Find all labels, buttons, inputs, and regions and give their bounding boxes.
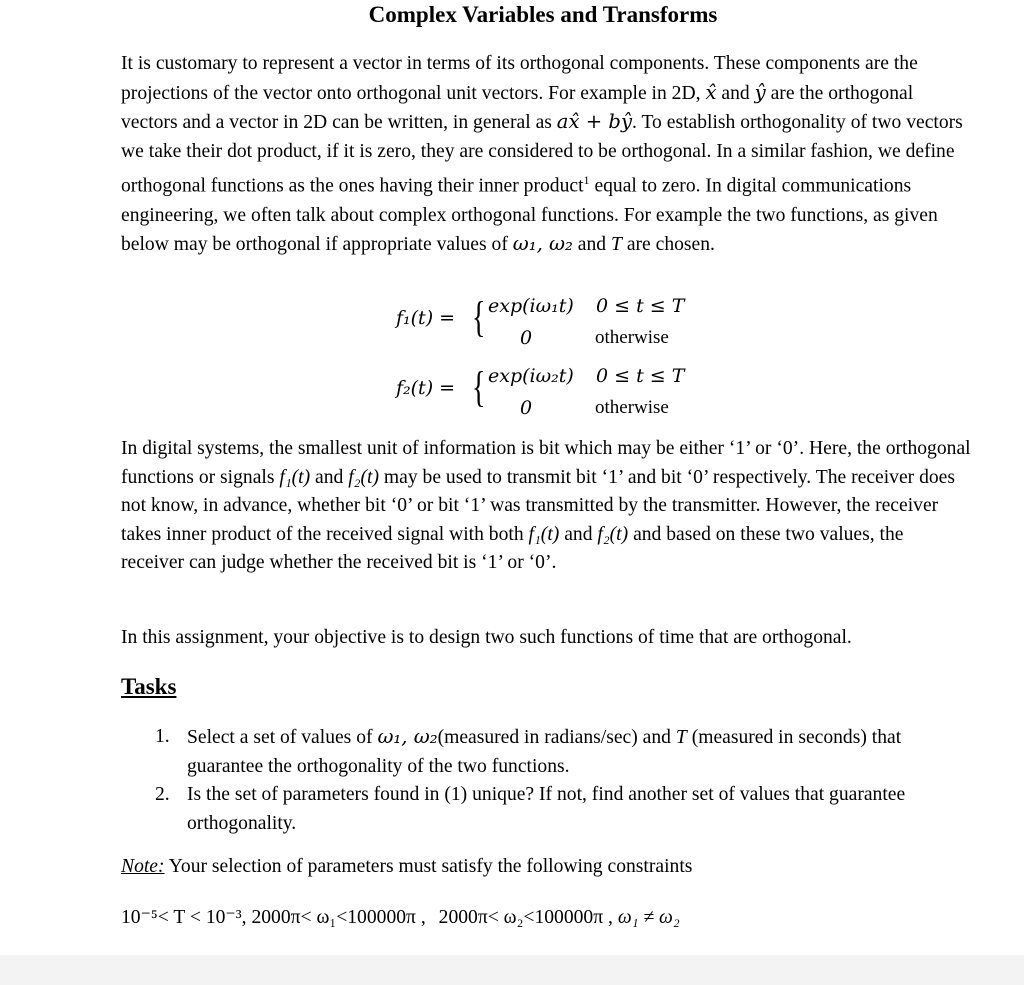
equation-f1-lhs: f₁(t) = bbox=[396, 307, 456, 329]
digital-text-3: and based on these two values, the receiver can judge whether the received bit is ‘1’ or ‘0’. bbox=[121, 523, 904, 574]
constraint-omega-neq: ω₁ ≠ ω₂ bbox=[617, 907, 680, 928]
intro-text-6: are chosen. bbox=[626, 234, 715, 256]
task-1-text-a: Select a set of values of bbox=[187, 727, 373, 748]
intro-and: and bbox=[721, 82, 750, 104]
equation-f1-brace: { bbox=[472, 293, 486, 342]
signal-f1: f₁(t) bbox=[279, 466, 311, 488]
task-number-1: 1. bbox=[155, 726, 170, 747]
equation-f1-bottom-expr: 0 bbox=[520, 327, 533, 349]
omega-params: ω₁, ω₂ bbox=[512, 232, 573, 256]
task-item-2 bbox=[155, 781, 955, 839]
note-label: Note: bbox=[121, 856, 165, 877]
digital-text-2: may be used to transmit bit ‘1’ and bit ‘0’ respectively. The receiver does not know, in advance, whether bit ‘0’ or bit ‘1’ was transmitted by the transmitter. However, the receiver takes inner product of the received signal with both bbox=[121, 466, 955, 545]
task-item-1 bbox=[155, 723, 955, 781]
equation-f2-lhs: f₂(t) = bbox=[396, 377, 456, 399]
signal-f2-repeat: f₂(t) bbox=[597, 523, 629, 545]
equation-f1-top-expr: exp(iω₁t) bbox=[488, 295, 574, 317]
constraint-t-range: 10⁻⁵< T < 10⁻³, bbox=[121, 907, 247, 928]
intro-text-1: It is customary to represent a vector in terms of its orthogonal components. These components are the projections of the vector onto orthogonal unit vectors. For example in 2D, bbox=[121, 53, 918, 104]
vector-expression: ax̂ + bŷ bbox=[556, 110, 633, 134]
task-1-period-symbol: T bbox=[675, 727, 687, 748]
constraint-w2-range: 2000π< ω₂<100000π , bbox=[438, 907, 613, 928]
signal-f1-repeat: f₁(t) bbox=[528, 523, 560, 545]
intro-text-4: equal to zero. In digital communications engineering, we often talk about complex orthogonal functions. For example the two functions, as given below may be orthogonal if appropriate values of bbox=[121, 175, 938, 256]
constraints-line bbox=[121, 905, 680, 929]
equation-f2-bottom-cond: otherwise bbox=[595, 397, 669, 418]
equation-f2-top-cond: 0 ≤ t ≤ T bbox=[596, 365, 685, 387]
task-number-2: 2. bbox=[155, 784, 170, 805]
equation-f2-bottom-expr: 0 bbox=[520, 397, 533, 419]
intro-paragraph bbox=[121, 50, 971, 260]
equation-f2-top-expr: exp(iω₂t) bbox=[488, 365, 574, 387]
objective-paragraph: In this assignment, your objective is to design two such functions of time that are orthogonal. bbox=[121, 627, 852, 648]
period-symbol: T bbox=[611, 234, 622, 256]
tasks-heading: Tasks bbox=[121, 674, 177, 699]
equation-f1-bottom-cond: otherwise bbox=[595, 327, 669, 348]
digital-and-2: and bbox=[564, 523, 593, 545]
page-title: Complex Variables and Transforms bbox=[368, 2, 718, 27]
equation-f2-brace: { bbox=[472, 363, 486, 412]
signal-f2: f₂(t) bbox=[348, 466, 379, 488]
task-1-text-b: (measured in radians/sec) and bbox=[437, 727, 671, 748]
task-1-text-c: (measured in seconds) that guarantee the orthogonality of the two functions. bbox=[187, 727, 902, 777]
note-text: Your selection of parameters must satisfy the following constraints bbox=[168, 856, 693, 877]
note-line bbox=[121, 856, 692, 878]
task-1-omega-params: ω₁, ω₂ bbox=[377, 725, 438, 748]
digital-systems-paragraph bbox=[121, 435, 971, 578]
intro-text-3: . To establish orthogonality of two vectors we take their dot product, if it is zero, they are considered to be orthogonal. In a similar fashion, we define orthogonal functions as the ones having their inner product bbox=[121, 112, 963, 197]
task-body-1 bbox=[187, 723, 947, 781]
equation-f1-top-cond: 0 ≤ t ≤ T bbox=[596, 295, 685, 317]
intro-text-5: and bbox=[577, 234, 607, 256]
y-hat-symbol: ŷ bbox=[754, 80, 766, 104]
digital-text-1: In digital systems, the smallest unit of information is bit which may be either ‘1’ or ‘0’. Here, the orthogonal functions or signals bbox=[121, 438, 971, 488]
digital-and-1: and bbox=[315, 466, 344, 488]
constraint-w1-range: 2000π< ω₁<100000π , bbox=[251, 907, 426, 928]
intro-text-2: are the orthogonal vectors and a vector in 2D can be written, in general as bbox=[121, 82, 914, 134]
task-body-2: Is the set of parameters found in (1) unique? If not, find another set of values that guarantee orthogonality. bbox=[187, 784, 906, 834]
x-hat-symbol: x̂ bbox=[705, 80, 717, 104]
footnote-mark: 1 bbox=[583, 173, 590, 188]
bottom-strip bbox=[0, 955, 1024, 985]
